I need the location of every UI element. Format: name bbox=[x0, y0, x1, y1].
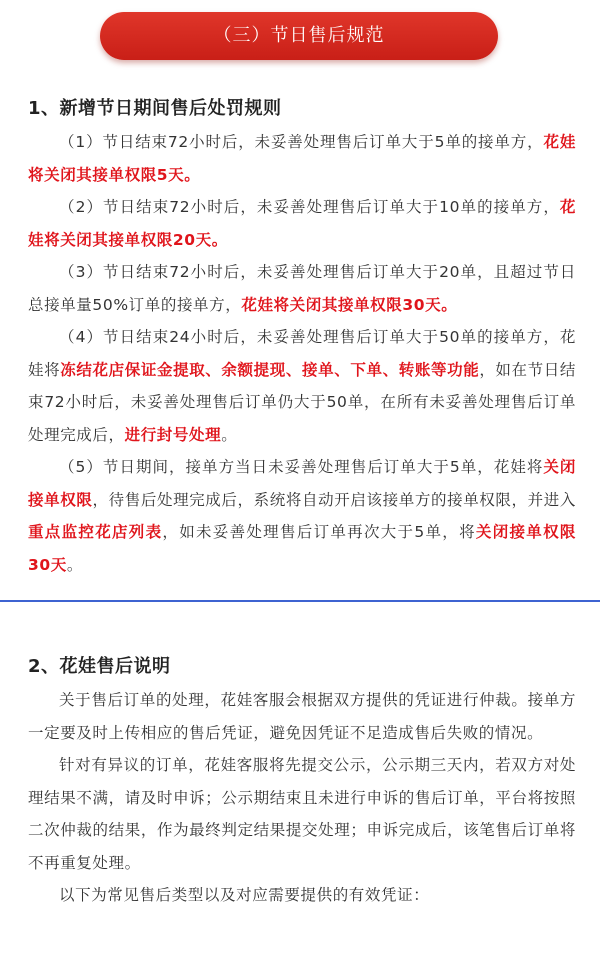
rule-penalty-highlight: 花娃将关闭其接单权限30天。 bbox=[241, 295, 458, 314]
notes-paragraph: 针对有异议的订单，花娃客服将先提交公示，公示期三天内，若双方对处理结果不满，请及时申诉；公示期结束且未进行申诉的售后订单，平台将按照二次仲裁的结果，作为最终判定结果提交处理；申诉完成后，该笔售后订单将不再重复处理。 bbox=[28, 756, 576, 872]
rule-item bbox=[28, 321, 576, 451]
rule-penalty-highlight: 进行封号处理 bbox=[124, 425, 222, 444]
rule-item bbox=[28, 191, 576, 256]
after-sales-notes-section bbox=[28, 654, 576, 912]
rule-text: （2）节日结束72小时后，未妥善处理售后订单大于10单的接单方， bbox=[59, 198, 560, 216]
rule-text: （3）节日结束72小时后，未妥善处理售后订单大于20单，且超过节日总接单量50%订单的接单方， bbox=[28, 263, 576, 314]
rule-penalty-highlight: 关闭接单权限 bbox=[28, 458, 576, 509]
section-divider bbox=[0, 600, 600, 602]
rule-penalty-highlight: 重点监控花店列表 bbox=[28, 523, 163, 541]
rule-penalty-highlight: 关闭接单权限30天 bbox=[28, 523, 576, 574]
rule-item bbox=[28, 256, 576, 321]
rule-text: （5）节日期间，接单方当日未妥善处理售后订单大于5单，花娃将 bbox=[59, 458, 544, 476]
rule-text: ，如未妥善处理售后订单再次大于5单，将 bbox=[162, 523, 476, 541]
rule-item bbox=[28, 451, 576, 581]
rule-text: （4）节日结束24小时后，未妥善处理售后订单大于50单的接单方，花娃将 bbox=[28, 328, 576, 379]
rule-text: 。 bbox=[66, 555, 83, 574]
rule-text: ，如在节日结束72小时后，未妥善处理售后订单仍大于50单，在所有未妥善处理售后订单处理完成后， bbox=[28, 360, 577, 444]
rule-text: （1）节日结束72小时后，未妥善处理售后订单大于5单的接单方， bbox=[59, 133, 544, 151]
rule-penalty-highlight: 花娃将关闭其接单权限5天。 bbox=[28, 133, 576, 184]
notes-paragraph: 关于售后订单的处理，花娃客服会根据双方提供的凭证进行仲裁。接单方一定要及时上传相应的售后凭证，避免因凭证不足造成售后失败的情况。 bbox=[28, 691, 576, 742]
rule-item bbox=[28, 126, 576, 191]
rule-penalty-highlight: 冻结花店保证金提取、余额提现、接单、下单、转账等功能 bbox=[60, 360, 480, 379]
penalty-rules-section bbox=[28, 96, 576, 581]
rule-text: ，待售后处理完成后，系统将自动开启该接单方的接单权限，并进入 bbox=[92, 490, 576, 509]
notes-paragraph: 以下为常见售后类型以及对应需要提供的有效凭证： bbox=[59, 886, 430, 904]
rule-penalty-highlight: 花娃将关闭其接单权限20天。 bbox=[28, 198, 576, 249]
penalty-rules-title: 1、新增节日期间售后处罚规则 bbox=[28, 98, 282, 119]
section-banner: （三）节日售后规范 bbox=[100, 12, 498, 60]
after-sales-notes-title: 2、花娃售后说明 bbox=[28, 656, 171, 677]
rule-text: 。 bbox=[221, 425, 238, 444]
